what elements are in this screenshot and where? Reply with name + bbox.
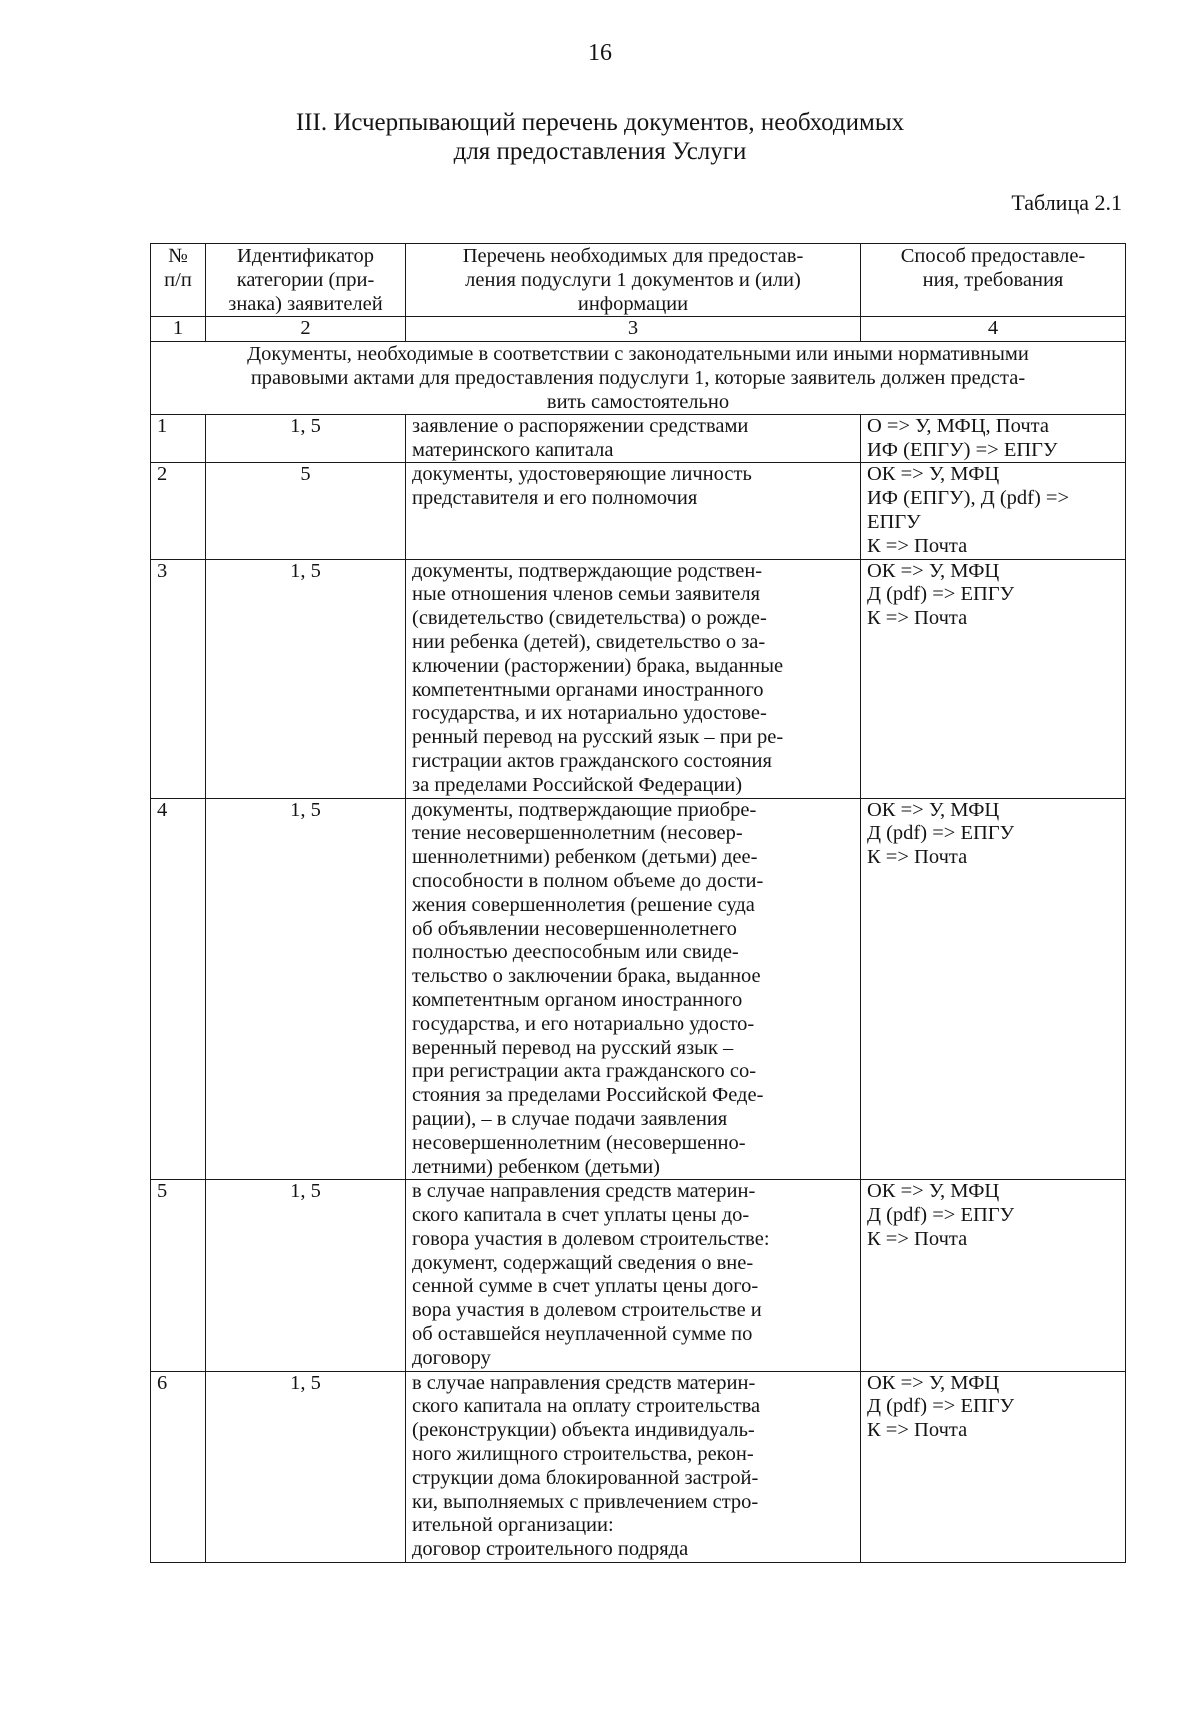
cell-line: № xyxy=(168,245,188,267)
cell-line: Способ предоставле- xyxy=(900,245,1086,267)
cell-line: гистрации актов гражданского состояния xyxy=(412,749,772,772)
cell-line: об объявлении несовершеннолетнего xyxy=(412,917,737,940)
cell-line: при регистрации акта гражданского со- xyxy=(412,1060,757,1083)
section-title-row xyxy=(151,341,1126,414)
cell-line: (реконструкции) объекта индивидуаль- xyxy=(412,1419,755,1442)
cell-line: ИФ (ЕПГУ), Д (pdf) => xyxy=(867,487,1070,510)
cell-line: ОК => У, МФЦ xyxy=(867,559,1000,582)
document-cell xyxy=(406,1180,861,1371)
cell-line: тельство о заключении брака, выданное xyxy=(412,965,761,988)
row-number-cell: 1 xyxy=(151,414,206,463)
heading-line: для предоставления Услуги xyxy=(453,138,747,165)
row-number-cell: 5 xyxy=(151,1180,206,1371)
cell-line: способности в полном объеме до дости- xyxy=(412,869,764,892)
header-cell-category xyxy=(206,244,406,317)
cell-line: ключении (расторжении) брака, выданные xyxy=(412,654,784,677)
cell-line: правовыми актами для предоставления подуслуги 1, которые заявитель должен предста- xyxy=(250,366,1026,389)
cell-line: государства, и его нотариально удосто- xyxy=(412,1012,755,1035)
column-number-cell: 1 xyxy=(151,317,206,342)
table-row xyxy=(151,463,1126,559)
cell-line: ОК => У, МФЦ xyxy=(867,798,1000,821)
cell-line: в случае направления средств материн- xyxy=(412,1371,756,1394)
header-cell-documents xyxy=(406,244,861,317)
cell-line: полностью дееспособным или свиде- xyxy=(412,941,739,964)
table-caption: Таблица 2.1 xyxy=(1011,190,1122,215)
cell-line: ОК => У, МФЦ xyxy=(867,1371,1000,1394)
cell-line: п/п xyxy=(164,269,192,291)
cell-line: О => У, МФЦ, Почта xyxy=(867,414,1049,437)
method-cell xyxy=(861,798,1126,1180)
cell-line: Д (pdf) => ЕПГУ xyxy=(867,1204,1015,1227)
cell-line: заявление о распоряжении средствами xyxy=(412,414,749,437)
cell-line: знака) заявителей xyxy=(228,293,383,315)
document-cell xyxy=(406,463,861,559)
cell-line: Д (pdf) => ЕПГУ xyxy=(867,583,1015,606)
cell-line: ского капитала на оплату строительства xyxy=(412,1395,761,1418)
cell-line: договору xyxy=(412,1346,491,1369)
cell-line: рации), – в случае подачи заявления xyxy=(412,1107,728,1130)
cell-line: ЕПГУ xyxy=(867,510,921,533)
document-cell xyxy=(406,798,861,1180)
cell-line: документ, содержащий сведения о вне- xyxy=(412,1251,754,1274)
category-cell: 1, 5 xyxy=(206,414,406,463)
cell-line: ОК => У, МФЦ xyxy=(867,463,1000,486)
category-cell: 1, 5 xyxy=(206,1180,406,1371)
method-cell xyxy=(861,463,1126,559)
cell-line: компетентным органом иностранного xyxy=(412,988,743,1011)
column-number-cell: 3 xyxy=(406,317,861,342)
cell-line: категории (при- xyxy=(236,269,375,291)
cell-line: К => Почта xyxy=(867,846,968,869)
cell-line: информации xyxy=(577,293,689,315)
cell-line: ного жилищного строительства, рекон- xyxy=(412,1443,754,1466)
cell-line: государства, и их нотариально удостове- xyxy=(412,702,767,725)
method-cell xyxy=(861,559,1126,798)
table-row xyxy=(151,798,1126,1180)
method-cell xyxy=(861,1180,1126,1371)
method-cell xyxy=(861,414,1126,463)
cell-line: об оставшейся неуплаченной сумме по xyxy=(412,1323,753,1346)
cell-line: тение несовершеннолетним (несовер- xyxy=(412,822,743,845)
category-cell: 1, 5 xyxy=(206,559,406,798)
document-cell xyxy=(406,559,861,798)
header-cell-number xyxy=(151,244,206,317)
row-number-cell: 3 xyxy=(151,559,206,798)
cell-line: за пределами Российской Федерации) xyxy=(412,773,743,796)
cell-line: веренный перевод на русский язык – xyxy=(412,1036,734,1059)
row-number-cell: 2 xyxy=(151,463,206,559)
document-cell xyxy=(406,1371,861,1562)
method-cell xyxy=(861,1371,1126,1562)
table-row xyxy=(151,559,1126,798)
cell-line: договор строительного подряда xyxy=(412,1538,689,1561)
cell-line: ренный перевод на русский язык – при ре- xyxy=(412,726,784,749)
cell-line: ния, требования xyxy=(922,269,1064,291)
table-row xyxy=(151,1180,1126,1371)
section-title-cell xyxy=(151,341,1126,414)
cell-line: сенной сумме в счет уплаты цены дого- xyxy=(412,1275,759,1298)
document-cell xyxy=(406,414,861,463)
table-row xyxy=(151,1371,1126,1562)
column-number-cell: 4 xyxy=(861,317,1126,342)
cell-line: ИФ (ЕПГУ) => ЕПГУ xyxy=(867,438,1058,461)
cell-line: Д (pdf) => ЕПГУ xyxy=(867,822,1015,845)
category-cell: 1, 5 xyxy=(206,798,406,1180)
page-number: 16 xyxy=(588,40,612,66)
cell-line: несовершеннолетним (несовершенно- xyxy=(412,1131,746,1154)
row-number-cell: 6 xyxy=(151,1371,206,1562)
heading-line: III. Исчерпывающий перечень документов, необходимых xyxy=(295,109,905,136)
cell-line: жения совершеннолетия (решение суда xyxy=(412,893,755,916)
cell-line: говора участия в долевом строительстве: xyxy=(412,1227,770,1250)
cell-line: документы, подтверждающие родствен- xyxy=(412,559,763,582)
cell-line: в случае направления средств материн- xyxy=(412,1180,756,1203)
header-cell-method xyxy=(861,244,1126,317)
cell-line: Перечень необходимых для предостав- xyxy=(462,245,804,267)
column-numbers-row xyxy=(151,317,1126,342)
cell-line: ОК => У, МФЦ xyxy=(867,1180,1000,1203)
cell-line: ления подуслуги 1 документов и (или) xyxy=(465,269,801,291)
cell-line: летними) ребенком (детьми) xyxy=(412,1155,661,1178)
cell-line: К => Почта xyxy=(867,534,968,557)
category-cell: 5 xyxy=(206,463,406,559)
documents-table-body xyxy=(151,244,1126,1563)
cell-line: Д (pdf) => ЕПГУ xyxy=(867,1395,1015,1418)
cell-line: ского капитала в счет уплаты цены до- xyxy=(412,1204,750,1227)
cell-line: представителя и его полномочия xyxy=(412,487,698,510)
cell-line: Идентификатор xyxy=(237,245,374,267)
cell-line: струкции дома блокированной застрой- xyxy=(412,1466,759,1489)
cell-line: компетентными органами иностранного xyxy=(412,678,764,701)
documents-table xyxy=(150,243,1126,1563)
column-number-cell: 2 xyxy=(206,317,406,342)
cell-line: документы, удостоверяющие личность xyxy=(412,463,752,486)
cell-line: К => Почта xyxy=(867,1227,968,1250)
cell-line: ки, выполняемых с привлечением стро- xyxy=(412,1490,759,1513)
cell-line: К => Почта xyxy=(867,607,968,630)
cell-line: материнского капитала xyxy=(412,438,614,461)
cell-line: стояния за пределами Российской Феде- xyxy=(412,1084,764,1107)
row-number-cell: 4 xyxy=(151,798,206,1180)
cell-line: (свидетельство (свидетельства) о рожде- xyxy=(412,607,767,630)
category-cell: 1, 5 xyxy=(206,1371,406,1562)
cell-line: шеннолетними) ребенком (детьми) дее- xyxy=(412,846,758,869)
cell-line: ительной организации: xyxy=(412,1514,614,1537)
cell-line: К => Почта xyxy=(867,1419,968,1442)
section-heading xyxy=(0,108,1200,166)
cell-line: вора участия в долевом строительстве и xyxy=(412,1299,762,1322)
cell-line: Документы, необходимые в соответствии с законодательными или иными нормативными xyxy=(247,342,1029,365)
cell-line: ные отношения членов семьи заявителя xyxy=(412,583,761,606)
table-header-row xyxy=(151,244,1126,317)
cell-line: нии ребенка (детей), свидетельство о за- xyxy=(412,630,766,653)
table-row xyxy=(151,414,1126,463)
cell-line: вить самостоятельно xyxy=(546,390,730,413)
cell-line: документы, подтверждающие приобре- xyxy=(412,798,757,821)
